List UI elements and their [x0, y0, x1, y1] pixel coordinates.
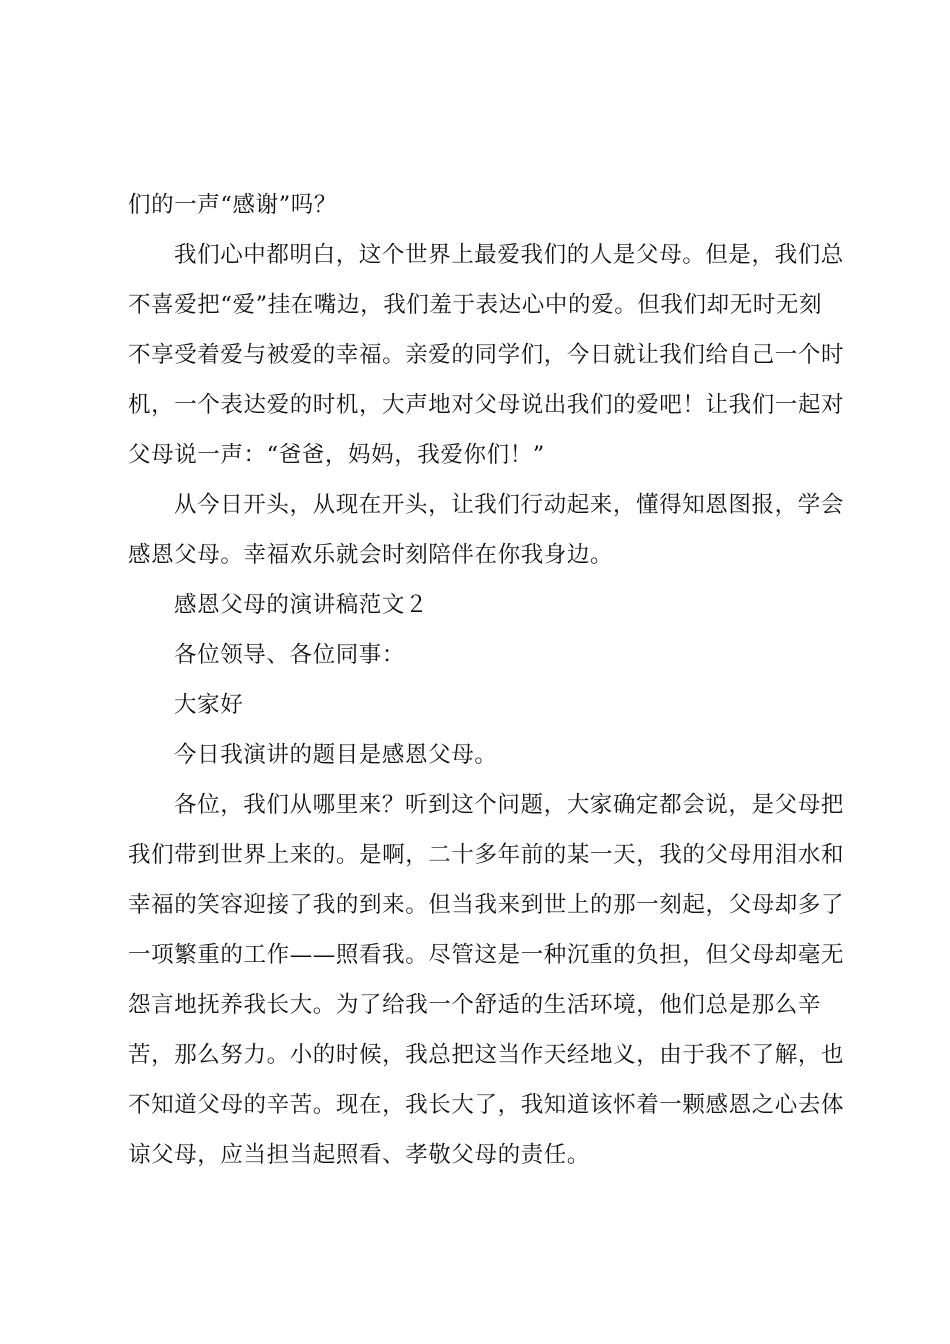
greeting: 大家好: [174, 692, 244, 718]
topic-line: 今日我演讲的题目是感恩父母。: [174, 742, 498, 768]
paragraph-line: 不知道父母的辛苦。现在，我长大了，我知道该怀着一颗感恩之心去体: [128, 1092, 845, 1118]
paragraph-line: 一项繁重的工作——照看我。尽管这是一种沉重的负担，但父母却毫无: [128, 942, 845, 968]
paragraph-line: 我们心中都明白，这个世界上最爱我们的人是父母。但是，我们总: [174, 242, 844, 268]
text-line: 们的一声“感谢”吗？: [128, 192, 338, 218]
paragraph-line: 机，一个表达爱的时机，大声地对父母说出我们的爱吧！让我们一起对: [128, 392, 845, 418]
paragraph-line: 不喜爱把“爱”挂在嘴边，我们羞于表达心中的爱。但我们却无时无刻: [128, 292, 823, 318]
section-title: 感恩父母的演讲稿范文２: [174, 592, 429, 618]
paragraph-line: 感恩父母。幸福欢乐就会时刻陪伴在你我身边。: [128, 542, 614, 568]
paragraph-line: 谅父母，应当担当起照看、孝敬父母的责任。: [128, 1142, 591, 1168]
paragraph-line: 各位，我们从哪里来？听到这个问题，大家确定都会说，是父母把: [174, 792, 844, 818]
paragraph-line: 怨言地抚养我长大。为了给我一个舒适的生活环境，他们总是那么辛: [128, 992, 822, 1018]
paragraph-line: 我们带到世界上来的。是啊，二十多年前的某一天，我的父母用泪水和: [128, 842, 845, 868]
paragraph-line: 幸福的笑容迎接了我的到来。但当我来到世上的那一刻起，父母却多了: [128, 892, 845, 918]
paragraph-line: 父母说一声：“爸爸，妈妈，我爱你们！”: [128, 442, 545, 468]
salutation: 各位领导、各位同事：: [174, 642, 406, 668]
paragraph-line: 从今日开头，从现在开头，让我们行动起来，懂得知恩图报，学会: [174, 492, 844, 518]
paragraph-line: 苦，那么努力。小的时候，我总把这当作天经地义，由于我不了解，也: [128, 1042, 845, 1068]
paragraph-line: 不享受着爱与被爱的幸福。亲爱的同学们，今日就让我们给自己一个时: [128, 342, 845, 368]
